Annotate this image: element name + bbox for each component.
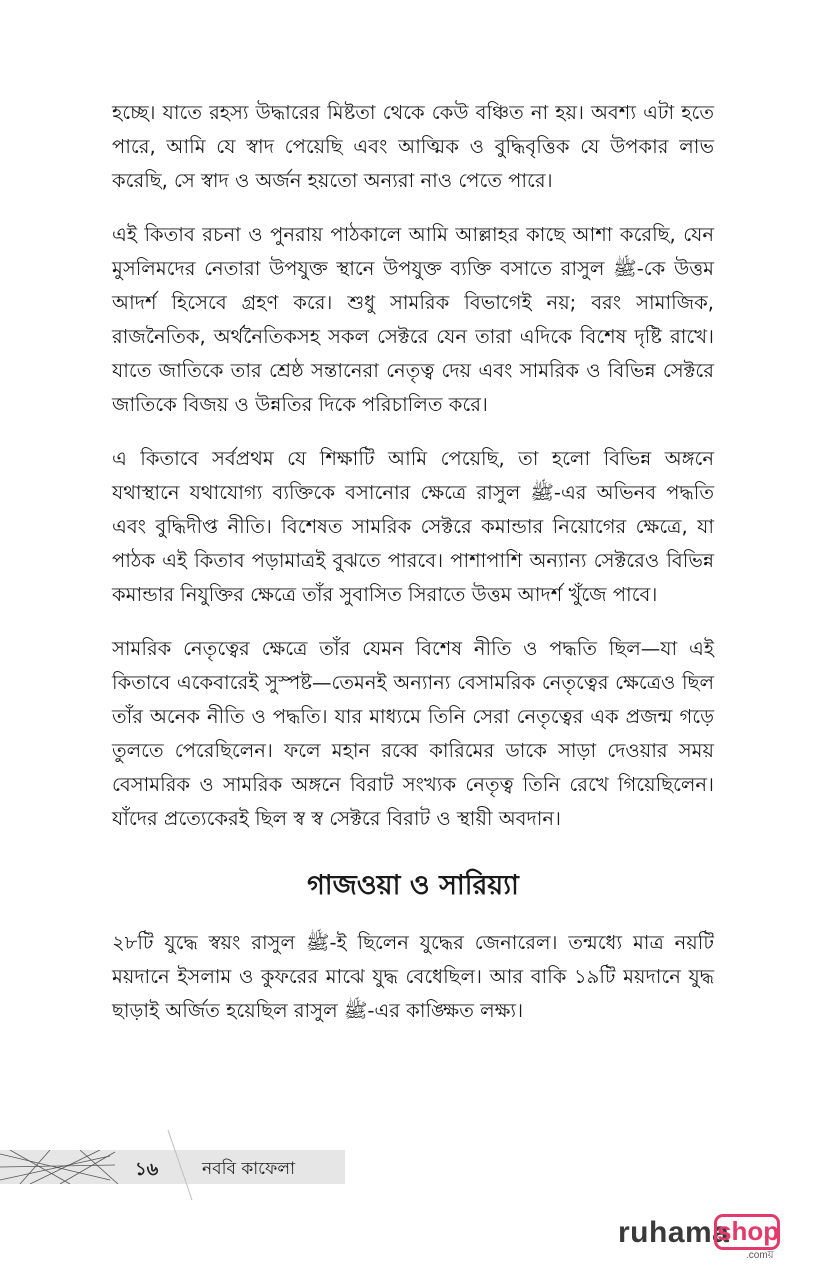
ruhamashop-logo xyxy=(618,1214,783,1261)
paragraph-2: এই কিতাব রচনা ও পুনরায় পাঠকালে আমি আল্লাহর কাছে আশা করেছি, যেন মুসলিমদের নেতারা উপযুক্ত স্থানে উপযুক্ত ব্যক্তি বসাতে রাসুল ﷺ-কে উত্তম আদর্শ হিসেবে গ্রহণ করে। শুধু সামরিক বিভাগেই নয়; বরং সামাজিক, রাজনৈতিক, অর্থনৈতিকসহ সকল সেক্টরে যেন তারা এদিকে বিশেষ দৃষ্টি রাখে। যাতে জাতিকে তার শ্রেষ্ঠ সন্তানেরা নেতৃত্ব দেয় এবং সামরিক ও বিভিন্ন সেক্টরে জাতিকে বিজয় ও উন্নতির দিকে পরিচালিত করে। xyxy=(112,223,714,416)
logo-brand-text: ruhama xyxy=(618,1216,730,1249)
footer-divider-icon xyxy=(160,1130,200,1200)
logo-shop-badge: shop xyxy=(714,1214,780,1250)
paragraph-1: হচ্ছে। যাতে রহস্য উদ্ধারের মিষ্টতা থেকে কেউ বঞ্চিত না হয়। অবশ্য এটা হতে পারে, আমি যে স্বাদ পেয়েছি এবং আত্মিক ও বুদ্ধিবৃত্তিক যে উপকার লাভ করেছি, সে স্বাদ ও অর্জন হয়তো অন্যরা নাও পেতে পারে। xyxy=(112,101,714,192)
page-body xyxy=(112,96,714,1048)
section-heading: গাজওয়া ও সারিয়্যা xyxy=(307,870,519,901)
paragraph-5: ২৮টি যুদ্ধে স্বয়ং রাসুল ﷺ-ই ছিলেন যুদ্ধের জেনারেল। তন্মধ্যে মাত্র নয়টি ময়দানে ইসলাম ও কুফরের মাঝে যুদ্ধ বেধেছিল। আর বাকি ১৯টি ময়দানে যুদ্ধ ছাড়াই অর্জিত হয়েছিল রাসুল ﷺ-এর কাঙ্ক্ষিত লক্ষ্য। xyxy=(112,931,714,1022)
page-footer xyxy=(0,1150,345,1184)
paragraph-4: সামরিক নেতৃত্বের ক্ষেত্রে তাঁর যেমন বিশেষ নীতি ও পদ্ধতি ছিল—যা এই কিতাবে একেবারেই সুস্পষ্ট—তেমনই অন্যান্য বেসামরিক নেতৃত্বের ক্ষেত্রেও ছিল তাঁর অনেক নীতি ও পদ্ধতি। যার মাধ্যমে তিনি সেরা নেতৃত্বের এক প্রজন্ম গড়ে তুলতে পেরেছিলেন। ফলে মহান রব্বে কারিমের ডাকে সাড়া দেওয়ার সময় বেসামরিক ও সামরিক অঙ্গনে বিরাট সংখ্যক নেতৃত্ব তিনি রেখে গিয়েছিলেন। যাঁদের প্রত্যেকেরই ছিল স্ব স্ব সেক্টরে বিরাট ও স্থায়ী অবদান। xyxy=(112,637,714,830)
page-number: ১৬ xyxy=(135,1159,159,1180)
logo-domain-text: .comয় xyxy=(746,1250,774,1261)
footer-line-pattern-icon xyxy=(0,1150,120,1184)
book-title: নববি কাফেলা xyxy=(202,1159,296,1179)
paragraph-3: এ কিতাবে সর্বপ্রথম যে শিক্ষাটি আমি পেয়েছি, তা হলো বিভিন্ন অঙ্গনে যথাস্থানে যথাযোগ্য ব্যক্তিকে বসানোর ক্ষেত্রে রাসুল ﷺ-এর অভিনব পদ্ধতি এবং বুদ্ধিদীপ্ত নীতি। বিশেষত সামরিক সেক্টরে কমান্ডার নিয়োগের ক্ষেত্রে, যা পাঠক এই কিতাব পড়ামাত্রই বুঝতে পারবে। পাশাপাশি অন্যান্য সেক্টরেও বিভিন্ন কমান্ডার নিযুক্তির ক্ষেত্রে তাঁর সুবাসিত সিরাতে উত্তম আদর্শ খুঁজে পাবে। xyxy=(112,447,714,606)
